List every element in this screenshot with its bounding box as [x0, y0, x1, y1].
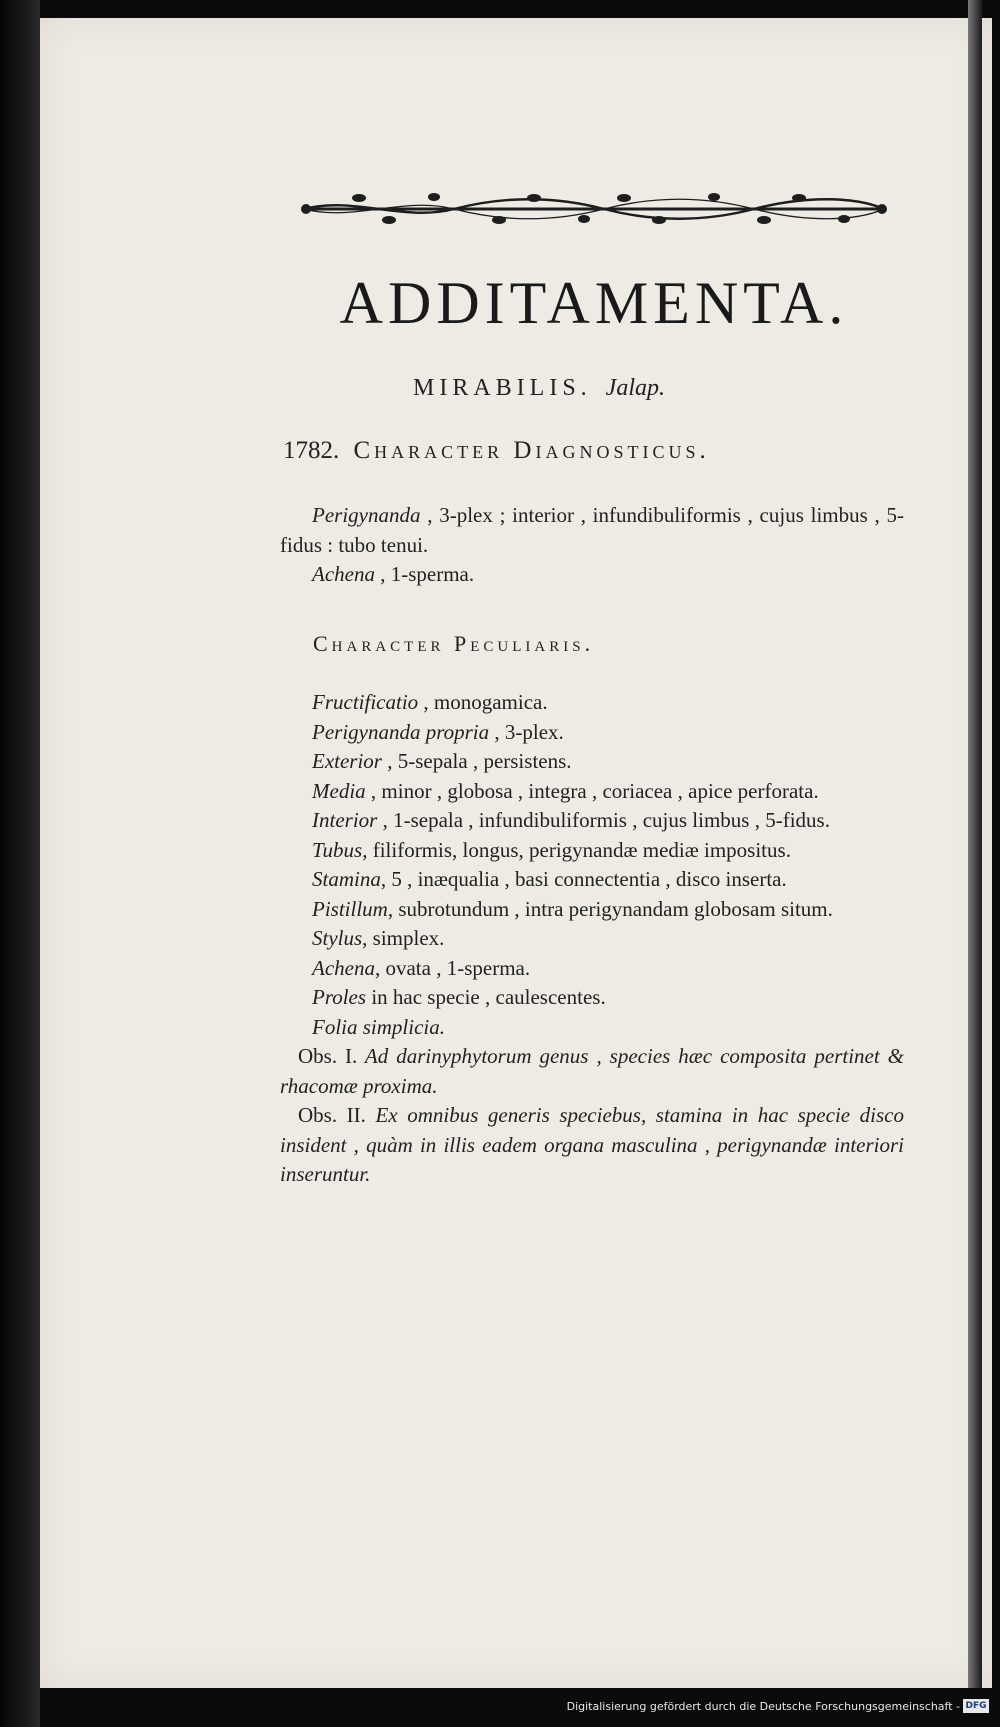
- line-text: , ovata , 1-sperma.: [374, 955, 531, 980]
- text-line: [280, 560, 904, 590]
- term: Pistillum: [312, 896, 388, 921]
- text-line: [280, 983, 904, 1013]
- term: Stylus: [312, 926, 363, 950]
- text-line: [280, 954, 904, 984]
- dfg-logo: DFG: [963, 1699, 989, 1713]
- term: Fructificatio: [312, 690, 419, 714]
- term: Tubus: [312, 837, 363, 862]
- text-line: [280, 718, 904, 748]
- diagnostic-heading: [283, 437, 710, 465]
- line-text: , monogamica.: [418, 690, 548, 714]
- genus-heading: [413, 374, 665, 402]
- obs-label: Obs. I.: [298, 1044, 358, 1068]
- text-line: [280, 924, 904, 954]
- line-text: in hac specie , caulescentes.: [366, 985, 606, 1009]
- peculiaris-heading: Character Peculiaris.: [313, 631, 595, 656]
- page-edge: [968, 0, 982, 1688]
- term: Achena: [312, 562, 375, 586]
- term: Achena: [312, 955, 375, 980]
- observation-2: [280, 1101, 904, 1190]
- text-line: [280, 777, 904, 807]
- diagnostic-text: [280, 501, 904, 590]
- term: Proles: [312, 985, 367, 1009]
- peculiaris-text: [280, 688, 904, 1190]
- line-text: , 1-sperma.: [374, 562, 475, 586]
- text-line: [280, 895, 904, 925]
- obs-label: Obs. II.: [298, 1103, 366, 1127]
- text-line: [280, 836, 904, 866]
- ornament-vine: [294, 186, 894, 232]
- genus-name: MIRABILIS.: [413, 375, 592, 401]
- text-line: [280, 1013, 904, 1043]
- funding-footer: Digitalisierung gefördert durch die Deutsche Forschungsgemeinschaft -: [566, 1700, 960, 1713]
- line-text: , minor , globosa , integra , coriacea , apice perforata.: [365, 778, 819, 803]
- line-text: , filiformis, longus, perigynandæ mediæ impositus.: [362, 837, 791, 862]
- line-text: , subrotundum , intra perigynandam globosam situm.: [387, 896, 833, 921]
- text-line: [280, 747, 904, 777]
- entry-number: 1782.: [283, 437, 340, 464]
- diagnostic-label: Character Diagnosticus.: [353, 437, 710, 464]
- term: Interior: [312, 808, 378, 832]
- text-line: [280, 865, 904, 895]
- left-gutter: [0, 0, 40, 1727]
- term: Folia simplicia.: [312, 1014, 445, 1039]
- observation-1: [280, 1042, 904, 1101]
- page-title: ADDITAMENTA.: [339, 270, 849, 336]
- text-line: [280, 501, 904, 560]
- line-text: , 3-plex ; interior , infundibuliformis , cujus limbus , 5-fidus : tubo tenui.: [280, 503, 904, 557]
- term: Exterior: [312, 749, 382, 773]
- term: Media: [312, 778, 366, 803]
- term: Stamina: [312, 867, 381, 891]
- line-text: , simplex.: [362, 926, 445, 950]
- text-line: [280, 806, 904, 836]
- line-text: , 1-sepala , infundibuliformis , cujus limbus , 5-fidus.: [377, 808, 830, 832]
- line-text: , 5 , inæqualia , basi connectentia , disco inserta.: [380, 867, 787, 891]
- obs-text: Ad darinyphytorum genus , species hæc composita pertinet & rhacomæ proxima.: [280, 1044, 904, 1098]
- line-text: , 3-plex.: [489, 719, 564, 744]
- term: Perigynanda: [312, 503, 421, 527]
- text-line: [280, 688, 904, 718]
- species-name: Jalap.: [605, 375, 665, 401]
- obs-text: Ex omnibus generis speciebus, stamina in hac specie disco insident , quàm in illis eadem organa masculina , perigynandæ interiori inseruntur.: [280, 1103, 905, 1186]
- term: Perigynanda propria: [312, 719, 490, 744]
- line-text: , 5-sepala , persistens.: [381, 749, 572, 773]
